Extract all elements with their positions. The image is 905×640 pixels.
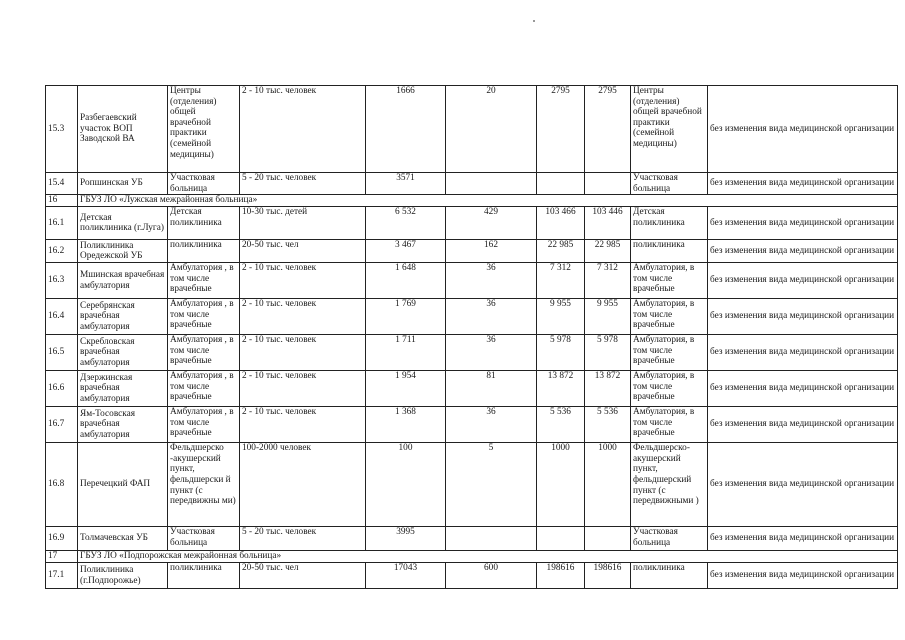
new-facility-type: Центры (отделения) общей врачебной практики (семейной медицины) [631,86,708,173]
new-facility-type: поликлиника [631,240,708,263]
row-number: 16.6 [46,371,78,407]
table-row [46,335,898,371]
new-facility-type: Фельдшерско-акушерский пункт, фельдшерский пункт (с передвижными ) [631,443,708,527]
table-row [46,173,898,195]
value-4: 103 446 [585,207,631,240]
facility-name: Скребловская врачебная амбулатория [78,335,168,371]
row-number: 16.5 [46,335,78,371]
value-1: 1666 [366,86,446,173]
change-note: без изменения вида медицинской организации [708,240,898,263]
population-range: 20-50 тыс. чел [240,240,366,263]
value-2: 5 [446,443,537,527]
value-2: 600 [446,563,537,589]
scan-speck [533,20,535,22]
table-row [46,563,898,589]
facility-type: Амбулатория , в том числе врачебные [168,335,240,371]
row-number: 16.9 [46,527,78,551]
value-4: 1000 [585,443,631,527]
value-2 [446,173,537,195]
value-2: 36 [446,299,537,335]
change-note: без изменения вида медицинской организации [708,207,898,240]
value-1: 100 [366,443,446,527]
change-note: без изменения вида медицинской организации [708,407,898,443]
value-4: 5 978 [585,335,631,371]
new-facility-type: Амбулатория, в том числе врачебные [631,371,708,407]
row-number: 16.7 [46,407,78,443]
new-facility-type: Амбулатория, в том числе врачебные [631,407,708,443]
value-4: 22 985 [585,240,631,263]
table-row [46,240,898,263]
facility-name: Ропшинская УБ [78,173,168,195]
value-4: 198616 [585,563,631,589]
value-1: 1 648 [366,263,446,299]
value-4: 5 536 [585,407,631,443]
population-range: 5 - 20 тыс. человек [240,173,366,195]
section-row [46,195,898,207]
new-facility-type: Амбулатория, в том числе врачебные [631,335,708,371]
facility-type: поликлиника [168,563,240,589]
value-1: 17043 [366,563,446,589]
facility-name: Мшинская врачебная амбулатория [78,263,168,299]
row-number: 16.1 [46,207,78,240]
value-4: 7 312 [585,263,631,299]
value-3: 198616 [537,563,585,589]
row-number: 15.4 [46,173,78,195]
table-row [46,263,898,299]
value-4: 13 872 [585,371,631,407]
facility-type: Амбулатория , в том числе врачебные [168,407,240,443]
facility-name: Ям-Тосовская врачебная амбулатория [78,407,168,443]
value-1: 1 711 [366,335,446,371]
population-range: 2 - 10 тыс. человек [240,299,366,335]
facility-name: Серебрянская врачебная амбулатория [78,299,168,335]
value-3: 13 872 [537,371,585,407]
population-range: 2 - 10 тыс. человек [240,371,366,407]
table-row [46,443,898,527]
new-facility-type: Амбулатория, в том числе врачебные [631,263,708,299]
change-note: без изменения вида медицинской организации [708,371,898,407]
value-3: 5 978 [537,335,585,371]
table-row [46,371,898,407]
value-1: 6 532 [366,207,446,240]
facility-table [45,85,898,589]
section-number: 16 [46,195,78,207]
population-range: 5 - 20 тыс. человек [240,527,366,551]
table-row [46,407,898,443]
new-facility-type: Участковая больница [631,173,708,195]
value-1: 3995 [366,527,446,551]
row-number: 16.2 [46,240,78,263]
facility-type: Участковая больница [168,173,240,195]
population-range: 2 - 10 тыс. человек [240,407,366,443]
facility-type: Амбулатория , в том числе врачебные [168,263,240,299]
value-1: 1 769 [366,299,446,335]
facility-name: Поликлиника Оредежской УБ [78,240,168,263]
population-range: 10-30 тыс. детей [240,207,366,240]
facility-type: Участковая больница [168,527,240,551]
facility-type: Фельдшерско -акушерский пункт, фельдшерски й пункт (с передвижны ми) [168,443,240,527]
value-3 [537,173,585,195]
value-1: 1 954 [366,371,446,407]
population-range: 2 - 10 тыс. человек [240,86,366,173]
facility-name: Поликлиника (г.Подпорожье) [78,563,168,589]
change-note: без изменения вида медицинской организации [708,263,898,299]
population-range: 2 - 10 тыс. человек [240,335,366,371]
value-2: 162 [446,240,537,263]
value-3: 22 985 [537,240,585,263]
population-range: 2 - 10 тыс. человек [240,263,366,299]
facility-type: Амбулатория , в том числе врачебные [168,299,240,335]
value-4: 2795 [585,86,631,173]
section-title: ГБУЗ ЛО «Лужская межрайонная больница» [78,195,898,207]
row-number: 16.3 [46,263,78,299]
table-row [46,207,898,240]
change-note: без изменения вида медицинской организации [708,443,898,527]
value-2 [446,527,537,551]
change-note: без изменения вида медицинской организации [708,86,898,173]
row-number: 16.8 [46,443,78,527]
facility-type: Детская поликлиника [168,207,240,240]
table-row [46,86,898,173]
section-title: ГБУЗ ЛО «Подпорожская межрайонная больница» [78,551,898,563]
value-2: 36 [446,263,537,299]
facility-type: Амбулатория , в том числе врачебные [168,371,240,407]
facility-name: Дзержинская врачебная амбулатория [78,371,168,407]
value-3: 103 466 [537,207,585,240]
facility-type: Центры (отделения) общей врачебной практики (семейной медицины) [168,86,240,173]
change-note: без изменения вида медицинской организации [708,527,898,551]
value-3: 1000 [537,443,585,527]
population-range: 100-2000 человек [240,443,366,527]
new-facility-type: Амбулатория, в том числе врачебные [631,299,708,335]
new-facility-type: поликлиника [631,563,708,589]
value-4 [585,527,631,551]
table-row [46,299,898,335]
row-number: 15.3 [46,86,78,173]
change-note: без изменения вида медицинской организации [708,173,898,195]
value-1: 1 368 [366,407,446,443]
value-1: 3 467 [366,240,446,263]
new-facility-type: Детская поликлиника [631,207,708,240]
value-1: 3571 [366,173,446,195]
value-2: 81 [446,371,537,407]
value-3: 7 312 [537,263,585,299]
table-body [46,86,898,589]
facility-name: Толмачевская УБ [78,527,168,551]
value-4: 9 955 [585,299,631,335]
value-2: 429 [446,207,537,240]
value-3: 5 536 [537,407,585,443]
change-note: без изменения вида медицинской организации [708,299,898,335]
value-3: 2795 [537,86,585,173]
row-number: 16.4 [46,299,78,335]
table-row [46,527,898,551]
value-4 [585,173,631,195]
population-range: 20-50 тыс. чел [240,563,366,589]
section-row [46,551,898,563]
section-number: 17 [46,551,78,563]
facility-name: Детская поликлиника (г.Луга) [78,207,168,240]
value-2: 20 [446,86,537,173]
facility-name: Разбегаевский участок ВОП Заводской ВА [78,86,168,173]
change-note: без изменения вида медицинской организации [708,563,898,589]
value-3: 9 955 [537,299,585,335]
row-number: 17.1 [46,563,78,589]
facility-name: Перечецкий ФАП [78,443,168,527]
new-facility-type: Участковая больница [631,527,708,551]
value-2: 36 [446,335,537,371]
facility-type: поликлиника [168,240,240,263]
value-2: 36 [446,407,537,443]
change-note: без изменения вида медицинской организации [708,335,898,371]
value-3 [537,527,585,551]
